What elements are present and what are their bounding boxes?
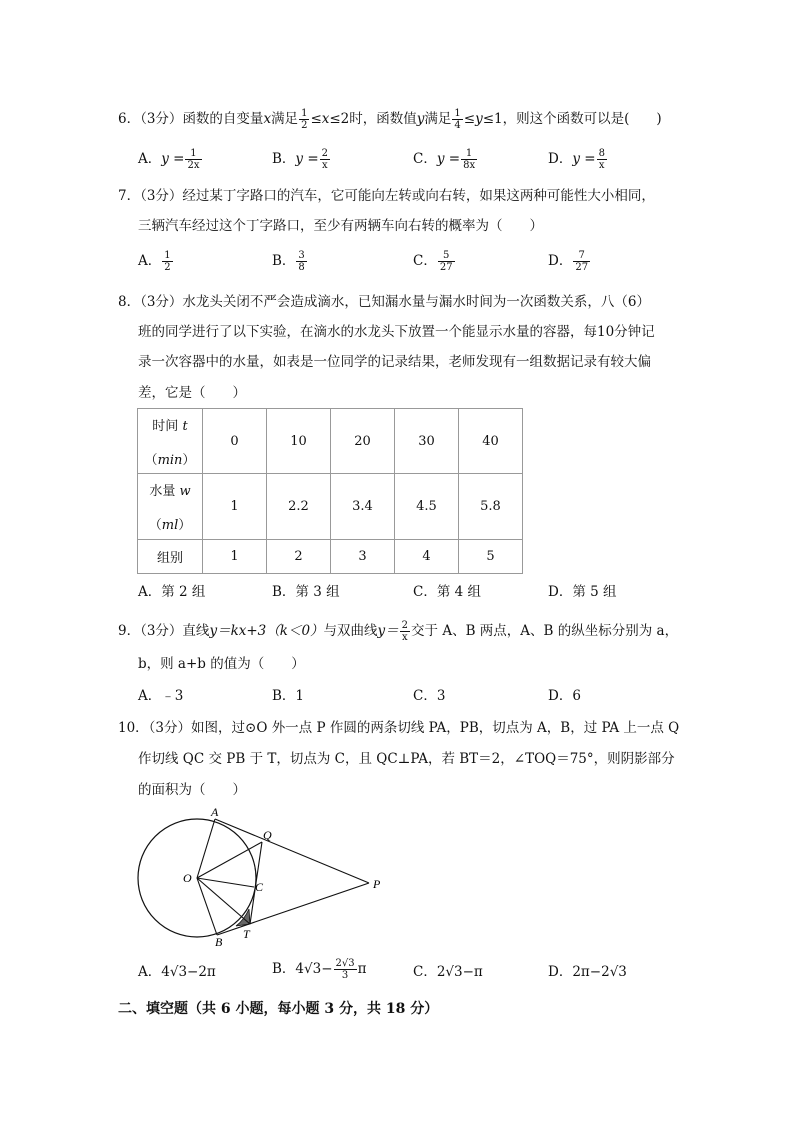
- label-b: B: [215, 935, 223, 949]
- table-cell: 30: [395, 409, 459, 474]
- option-c: C． $\frac{5}{27}$: [413, 250, 453, 273]
- option-a: A．第 2 组: [138, 584, 206, 600]
- fraction: $\frac{1}{4}$: [454, 108, 461, 131]
- segment-pa: [215, 819, 369, 883]
- table-cell: 5.8: [459, 474, 523, 540]
- option-d: D．2π−2√3: [548, 964, 627, 980]
- question-8-line-2: 班的同学进行了以下实验，在滴水的水龙头下放置一个能显示水量的容器，每10分钟记: [138, 324, 655, 340]
- segment-pb: [217, 883, 369, 935]
- table-row: [138, 409, 523, 474]
- option-b: B．1: [272, 688, 305, 704]
- table-header-cell: 时间 t （min）: [138, 409, 203, 474]
- option-a: A． $\frac{1}{2}$: [138, 250, 171, 273]
- table-cell: 3: [331, 540, 395, 574]
- option-d: D．y = $\frac{8}{x}$: [548, 148, 605, 171]
- table-cell: 20: [331, 409, 395, 474]
- question-9-line-2: b，则 a+b 的值为（ ）: [138, 656, 305, 672]
- label-t: T: [243, 927, 250, 941]
- question-7-line-1: 7．（3分）经过某丁字路口的汽车，它可能向左转或向右转，如果这两种可能性大小相同，: [118, 188, 655, 204]
- label-o: O: [183, 871, 192, 885]
- option-b: B．4√3− $\frac{2√3}{3}$ π: [272, 958, 367, 981]
- question-9-line-1: 9．（3分）直线y＝kx+3（k＜0）与双曲线y＝ $\frac{2}{x}$ 交于 A、B 两点，A、B 的纵坐标分别为 a，: [118, 620, 679, 643]
- option-c: C．y = $\frac{1}{8x}$: [413, 148, 476, 171]
- option-d: D．6: [548, 688, 581, 704]
- question-10-line-2: 作切线 QC 交 PB 于 T，切点为 C，且 QC⊥PA，若 BT＝2，∠TOQ＝75°，则阴影部分: [138, 751, 675, 767]
- label-a: A: [211, 805, 219, 819]
- label-q: Q: [263, 828, 272, 842]
- table-header-cell: 组别: [138, 540, 203, 574]
- record-table: [137, 408, 523, 574]
- table-row: [138, 540, 523, 574]
- table-cell: 5: [459, 540, 523, 574]
- option-b: B．y = $\frac{2}{x}$: [272, 148, 329, 171]
- section-heading: 二、填空题（共 6 小题，每小题 3 分，共 18 分）: [118, 1001, 439, 1017]
- option-b: B． $\frac{3}{8}$: [272, 250, 305, 273]
- option-d: D．第 5 组: [548, 584, 617, 600]
- table-row: [138, 474, 523, 540]
- table-cell: 2.2: [267, 474, 331, 540]
- option-c: C．2√3−π: [413, 964, 483, 980]
- table-cell: 1: [203, 540, 267, 574]
- table-cell: 0: [203, 409, 267, 474]
- option-a: A．y = $\frac{1}{2x}$: [138, 148, 200, 171]
- question-8-line-3: 录一次容器中的水量，如表是一位同学的记录结果，老师发现有一组数据记录有较大偏: [138, 354, 651, 370]
- table-cell: 10: [267, 409, 331, 474]
- question-7-line-2: 三辆汽车经过这个丁字路口，至少有两辆车向右转的概率为（ ）: [138, 218, 543, 234]
- option-c: C．3: [413, 688, 446, 704]
- question-8-line-1: 8．（3分）水龙头关闭不严会造成滴水，已知漏水量与漏水时间为一次函数关系，八（6）: [118, 294, 651, 310]
- table-cell: 1: [203, 474, 267, 540]
- fraction: $\frac{1}{2}$: [301, 108, 308, 131]
- table-cell: 2: [267, 540, 331, 574]
- label-p: P: [373, 877, 381, 891]
- table-cell: 40: [459, 409, 523, 474]
- question-6-stem: 6．（3分）函数的自变量x满足 $\frac{1}{2}$ ≤x≤2时，函数值y满足 $\frac{1}{4}$ ≤y≤1，则这个函数可以是( ): [118, 108, 662, 131]
- question-8-line-4: 差，它是（ ）: [138, 385, 246, 401]
- question-10-line-3: 的面积为（ ）: [138, 782, 246, 798]
- table-cell: 3.4: [331, 474, 395, 540]
- table-cell: 4.5: [395, 474, 459, 540]
- geometry-figure: [130, 805, 390, 950]
- option-d: D． $\frac{7}{27}$: [548, 250, 589, 273]
- option-c: C．第 4 组: [413, 584, 482, 600]
- option-b: B．第 3 组: [272, 584, 340, 600]
- option-a: A．4√3−2π: [138, 964, 216, 980]
- table-header-cell: 水量 w （ml）: [138, 474, 203, 540]
- option-a: A．﹣3: [138, 688, 184, 704]
- label-c: C: [255, 880, 264, 894]
- table-cell: 4: [395, 540, 459, 574]
- question-10-line-1: 10．（3分）如图，过⊙O 外一点 P 作圆的两条切线 PA，PB，切点为 A，B，过 PA 上一点 Q: [118, 720, 680, 736]
